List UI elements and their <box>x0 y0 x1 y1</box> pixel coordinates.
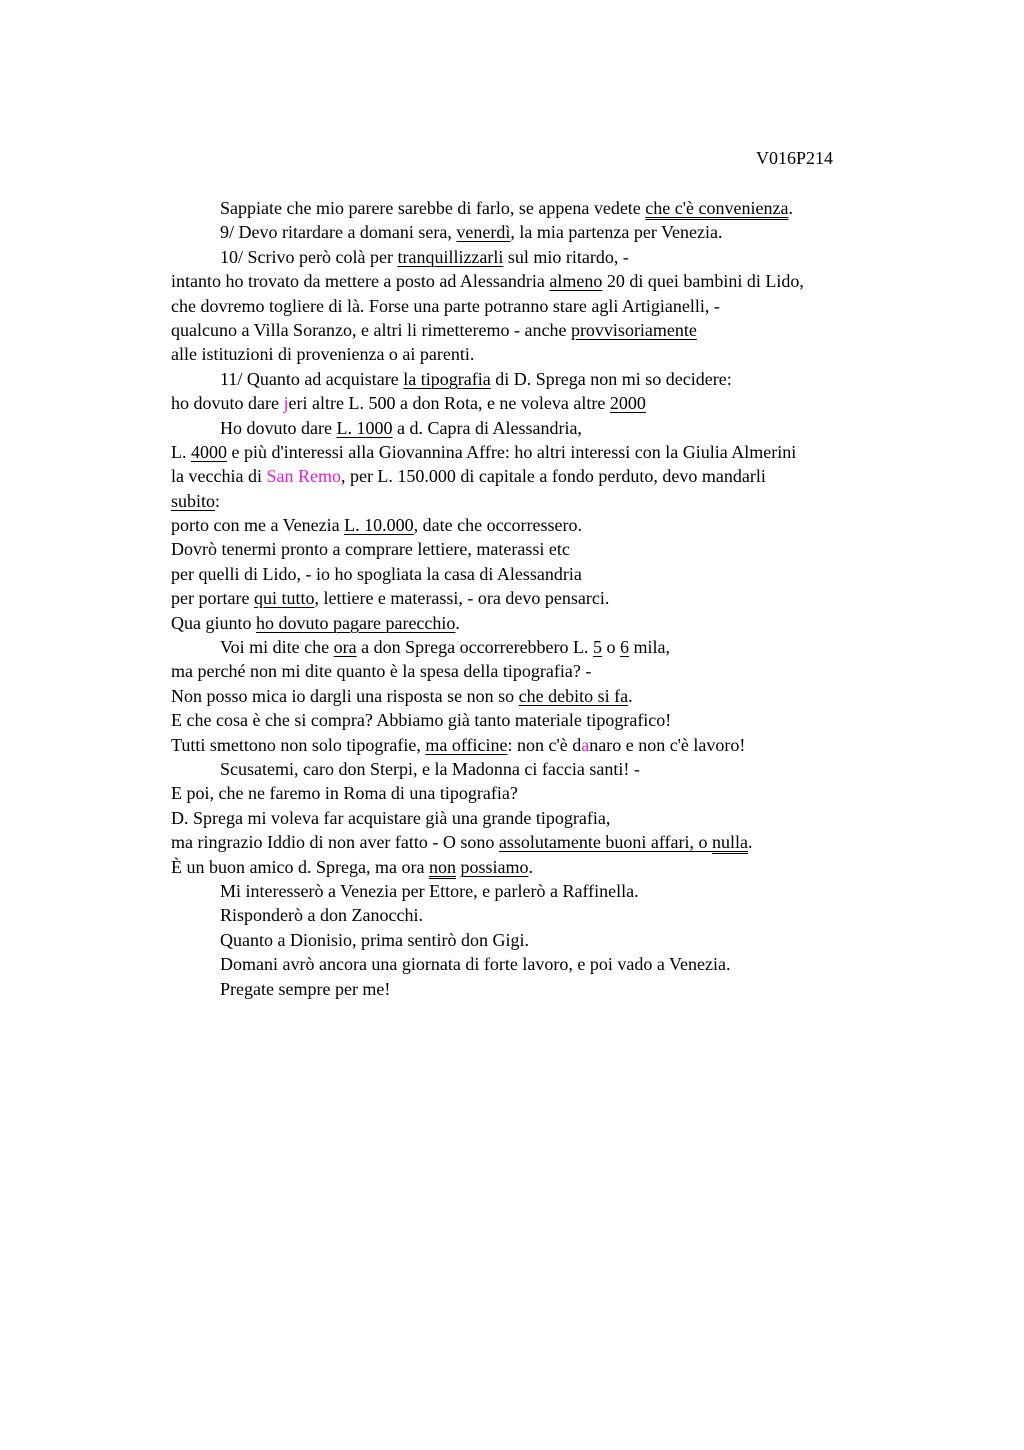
text-line <box>171 489 1011 513</box>
underlined-text: L. 10.000 <box>344 515 414 536</box>
text-segment: Tutti smettono non solo tipografie, <box>171 734 426 755</box>
text-segment: . <box>455 612 460 633</box>
text-line <box>171 537 1011 561</box>
text-line <box>171 220 1011 244</box>
text-segment: la vecchia di <box>171 466 267 487</box>
text-segment: È un buon amico d. Sprega, ma ora <box>171 856 429 877</box>
text-segment: 10/ Scrivo però colà per <box>220 246 398 267</box>
double-underlined-text: nulla <box>712 832 749 853</box>
text-line <box>171 806 1011 830</box>
text-segment: Dovrò tenermi pronto a comprare lettiere, materassi etc <box>171 539 570 560</box>
text-segment: 9/ Devo ritardare a domani sera, <box>220 222 457 243</box>
text-segment: D. Sprega mi voleva far acquistare già una grande tipografia, <box>171 807 611 828</box>
text-segment: naro e non c'è lavoro! <box>589 734 746 755</box>
text-line <box>171 464 1011 488</box>
underlined-text: ho dovuto pagare parecchio <box>256 612 456 633</box>
text-line <box>171 781 1011 805</box>
text-line <box>171 952 1011 976</box>
highlighted-correction: j <box>283 393 289 414</box>
text-segment: , lettiere e materassi, - ora devo pensarci. <box>314 588 610 609</box>
underlined-text: L. 1000 <box>336 417 393 438</box>
text-segment: intanto ho trovato da mettere a posto ad Alessandria <box>171 271 550 292</box>
text-segment: Mi interesserò a Venezia per Ettore, e parlerò a Raffinella. <box>220 880 639 901</box>
text-segment: Pregate sempre per me! <box>220 978 391 999</box>
text-line <box>171 879 1011 903</box>
text-segment: Risponderò a don Zanocchi. <box>220 905 423 926</box>
text-segment: o <box>602 637 621 658</box>
underlined-text: 6 <box>620 637 630 658</box>
text-line <box>171 269 1011 293</box>
text-segment: ho dovuto dare <box>171 393 284 414</box>
text-segment: , date che occorressero. <box>413 515 583 536</box>
text-line <box>171 903 1011 927</box>
text-segment: per quelli di Lido, - io ho spogliata la casa di Alessandria <box>171 563 582 584</box>
text-line <box>171 708 1011 732</box>
text-segment: alle istituzioni di provenienza o ai parenti. <box>171 344 475 365</box>
text-line <box>171 586 1011 610</box>
underlined-text: 5 <box>593 637 603 658</box>
text-line <box>171 733 1011 757</box>
text-segment: di D. Sprega non mi so decidere: <box>490 368 732 389</box>
text-line <box>171 294 1011 318</box>
highlighted-correction: a <box>581 734 590 755</box>
underlined-text: 4000 <box>191 441 227 462</box>
text-segment: Qua giunto <box>171 612 256 633</box>
text-line <box>171 635 1011 659</box>
double-underlined-text: che c'è convenienza <box>645 198 789 218</box>
text-line <box>171 416 1011 440</box>
text-segment: Quanto a Dionisio, prima sentirò don Gigi. <box>220 929 529 950</box>
text-segment: E che cosa è che si compra? Abbiamo già tanto materiale tipografico! <box>171 710 672 731</box>
text-line <box>171 855 1011 879</box>
letter-body <box>171 196 1011 1001</box>
text-line <box>171 928 1011 952</box>
text-line <box>171 391 1011 415</box>
text-segment: qualcuno a Villa Soranzo, e altri li rimetteremo - anche <box>171 319 571 340</box>
text-segment: . <box>628 685 633 706</box>
text-segment: mila, <box>629 637 671 658</box>
highlighted-correction: San Remo <box>266 466 341 487</box>
text-segment: Non posso mica io dargli una risposta se non so <box>171 685 519 706</box>
text-segment: Domani avrò ancora una giornata di forte lavoro, e poi vado a Venezia. <box>220 954 731 975</box>
text-segment: a don Sprega occorrerebbero L. <box>356 637 594 658</box>
text-segment: Voi mi dite che <box>220 637 334 658</box>
text-segment: e più d'interessi alla Giovannina Affre: ho altri interessi con la Giulia Almerini <box>227 441 797 462</box>
underlined-text: che debito si fa <box>518 685 629 706</box>
page-number: V016P214 <box>756 148 834 168</box>
text-line <box>171 757 1011 781</box>
underlined-text: ora <box>333 637 357 658</box>
underlined-text: subito <box>171 490 216 511</box>
text-line <box>171 611 1011 635</box>
text-segment: 20 di quei bambini di Lido, <box>602 271 804 292</box>
underlined-text: possiamo <box>460 856 529 877</box>
text-segment: . <box>528 856 533 877</box>
text-line <box>171 659 1011 683</box>
underlined-text: ma officine <box>425 734 508 755</box>
text-segment: per portare <box>171 588 254 609</box>
underlined-text: provvisoriamente <box>570 319 697 340</box>
text-line <box>171 318 1011 342</box>
text-line <box>171 562 1011 586</box>
text-segment: Ho dovuto dare <box>220 417 337 438</box>
text-line <box>171 977 1011 1001</box>
text-segment: porto con me a Venezia <box>171 515 345 536</box>
text-segment: Sappiate che mio parere sarebbe di farlo, se appena vedete <box>220 198 646 218</box>
text-line <box>171 830 1011 854</box>
text-segment: 11/ Quanto ad acquistare <box>220 368 404 389</box>
text-segment: ma ringrazio Iddio di non aver fatto - O sono <box>171 832 499 853</box>
text-segment: : non c'è d <box>507 734 582 755</box>
text-line <box>171 196 1011 220</box>
text-segment: eri altre L. 500 a don Rota, e ne voleva altre <box>288 393 610 414</box>
underlined-text: la tipografia <box>403 368 491 389</box>
text-line <box>171 342 1011 366</box>
underlined-text: 2000 <box>609 393 646 414</box>
underlined-text: qui tutto <box>253 588 315 609</box>
text-segment: , la mia partenza per Venezia. <box>510 222 723 243</box>
double-underlined-text: non <box>428 856 456 877</box>
text-segment: sul mio ritardo, - <box>503 246 629 267</box>
text-segment: E poi, che ne faremo in Roma di una tipografia? <box>171 783 518 804</box>
text-segment: Scusatemi, caro don Sterpi, e la Madonna ci faccia santi! - <box>220 758 640 779</box>
underlined-text: almeno <box>549 271 603 292</box>
text-segment: : <box>215 490 221 511</box>
text-segment: . <box>748 832 753 853</box>
text-line <box>171 513 1011 537</box>
underlined-text: tranquillizzarli <box>397 246 504 267</box>
text-segment: . <box>788 198 793 218</box>
text-segment: L. <box>171 441 191 462</box>
text-line <box>171 684 1011 708</box>
underlined-text: venerdì <box>456 222 511 243</box>
text-line <box>171 367 1011 391</box>
text-segment: che dovremo togliere di là. Forse una parte potranno stare agli Artigianelli, - <box>171 295 720 316</box>
underlined-text: assolutamente buoni affari, o <box>498 832 713 853</box>
text-line <box>171 440 1011 464</box>
text-segment: a d. Capra di Alessandria, <box>392 417 582 438</box>
text-segment: , per L. 150.000 di capitale a fondo perduto, devo mandarli <box>340 466 766 487</box>
text-segment: ma perché non mi dite quanto è la spesa della tipografia? - <box>171 661 592 682</box>
text-line <box>171 245 1011 269</box>
